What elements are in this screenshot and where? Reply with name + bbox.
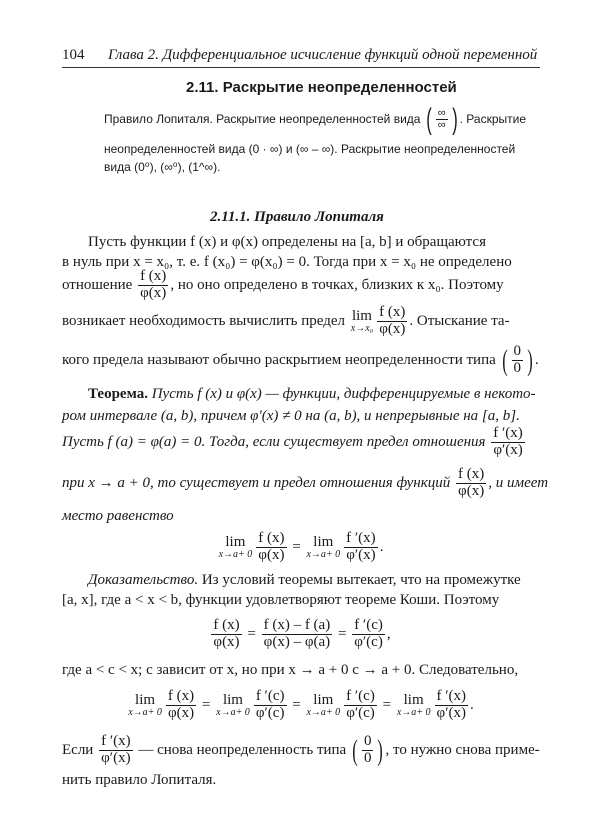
- frac-num: f (x): [258, 530, 285, 547]
- frac-num: f ′(c): [354, 617, 383, 634]
- proof-line-2: [a, x], где a < x < b, функции удовлетворяют теореме Коши. Поэтому: [62, 592, 500, 608]
- limit-a0: [397, 693, 431, 718]
- theorem-text-3: Пусть f (a) = φ(a) = 0. Тогда, если существует предел отношения: [62, 434, 486, 450]
- lim-sub: x→a+ 0: [396, 707, 431, 719]
- theorem-line-5: место равенство: [62, 508, 174, 524]
- equals-sign: =: [201, 697, 211, 713]
- lim-sub: x→a+ 0: [218, 549, 253, 561]
- frac-num: f (x): [140, 268, 167, 285]
- intro-line-2: неопределенностей вида (0 · ∞) и (∞ – ∞). Раскрытие неопределенностей: [104, 142, 516, 156]
- limit-x0: [351, 309, 373, 334]
- intro-text-a: Правило Лопиталя. Раскрытие неопределенностей вида: [104, 112, 421, 126]
- lim-sub: x→x₀: [350, 323, 374, 335]
- intro-text-b: . Раскрытие: [459, 112, 527, 126]
- frac-den: ∞: [437, 119, 446, 132]
- header-rule: [62, 67, 540, 68]
- theorem-label: Теорема.: [88, 386, 148, 402]
- period: .: [535, 352, 539, 368]
- p1-l5-text: кого предела называют обычно раскрытием неопределенности типа: [62, 352, 496, 368]
- frac-num: f ′(x): [436, 688, 467, 705]
- ratio-f-phi: [256, 531, 286, 564]
- paren-left: (: [426, 102, 432, 136]
- p1-line-2: в нуль при x = x₀, т. е. f (x₀) = φ(x₀) = 0. Тогда при x = x₀ не определено: [62, 254, 512, 270]
- paren-left: (: [352, 733, 358, 767]
- proof-line-3: где a < c < x; c зависит от x, но при x → a + 0 c → a + 0. Следовательно,: [62, 662, 519, 678]
- paren-left: (: [501, 343, 508, 377]
- period: .: [470, 697, 474, 713]
- lim-word: lim: [135, 692, 156, 709]
- frac-den: 0: [513, 360, 522, 377]
- proof-line-1: [88, 572, 521, 589]
- equals-sign: =: [382, 697, 392, 713]
- ratio-f-phi-3: [456, 467, 486, 500]
- frac-den: φ′(c): [255, 705, 285, 722]
- intro-line-1: [104, 104, 526, 135]
- p1-l3-text-b: , но оно определено в точках, близких к x₀. Поэтому: [170, 277, 504, 293]
- equals-sign: =: [247, 626, 256, 642]
- ratio-fp-phip: [491, 426, 525, 459]
- lim-word: lim: [351, 308, 372, 325]
- frac-num: f (x): [379, 304, 406, 321]
- paren-right: ): [451, 102, 458, 136]
- theorem-line-3: [62, 422, 527, 462]
- period: .: [379, 539, 384, 555]
- intro-fraction: [436, 108, 448, 132]
- p1-line-3: [62, 266, 504, 304]
- frac-num: 0: [513, 343, 522, 360]
- frac-den: φ(x): [258, 547, 285, 564]
- frac-num: ∞: [437, 106, 446, 119]
- frac-den: φ′(c): [346, 705, 375, 722]
- frac-num: f (x): [167, 688, 195, 705]
- subsection-title: 2.11.1. Правило Лопиталя: [210, 209, 384, 225]
- lim-word: lim: [403, 692, 424, 709]
- frac-num: f ′(x): [346, 530, 376, 547]
- frac-den: φ(x): [458, 483, 485, 500]
- theorem-line-4: [62, 463, 548, 503]
- lim-word: lim: [313, 534, 334, 551]
- limit-a0: [216, 693, 250, 718]
- frac-den: φ(x): [379, 321, 406, 338]
- intro-line-3: вида (0⁰), (∞⁰), (1^∞).: [104, 160, 221, 174]
- ratio-fp-phip: [99, 734, 133, 767]
- ratio-fp-phip: [435, 689, 469, 722]
- lim-word: lim: [222, 692, 243, 709]
- frac-den: φ(x): [213, 634, 240, 651]
- frac-den: φ(x): [167, 705, 195, 722]
- frac-den: φ(x) – φ(a): [263, 634, 331, 651]
- frac-num: f ′(x): [493, 425, 523, 442]
- lim-sub: x→a+ 0: [306, 707, 341, 719]
- limit-a0: [219, 535, 253, 560]
- theorem-text-4b: , и имеет: [488, 475, 549, 491]
- page-number: 104: [62, 47, 85, 63]
- frac-num: f ′(c): [346, 688, 375, 705]
- ratio-f-phi-2: [377, 305, 407, 338]
- comma: ,: [386, 626, 391, 642]
- limit-a0: [128, 693, 162, 718]
- limit-a0: [306, 693, 340, 718]
- frac-den: φ′(x): [346, 547, 376, 564]
- p1-l4-text-a: возникает необходимость вычислить предел: [62, 313, 346, 329]
- ratio-fp-phip-c: [352, 618, 385, 651]
- paren-right: ): [377, 733, 384, 767]
- frac-den: φ(x): [140, 285, 167, 302]
- running-title: Глава 2. Дифференциальное исчисление функций одной переменной: [108, 47, 538, 63]
- ratio-fp-phip-c: [254, 689, 287, 722]
- lim-sub: x→a+ 0: [128, 707, 162, 719]
- lim-word: lim: [225, 534, 246, 551]
- frac-den: φ′(x): [101, 750, 131, 767]
- final-line-1: [62, 728, 540, 772]
- theorem-line-2: ром интервале (a, b), причем φ′(x) ≠ 0 на (a, b), и непрерывные на [a, b].: [62, 408, 520, 424]
- proof-label: Доказательство.: [88, 572, 199, 588]
- frac-num: f ′(c): [255, 688, 285, 705]
- ratio-diff: [262, 618, 333, 651]
- theorem-text-4a: при x → a + 0, то существует и предел отношения функций: [62, 475, 451, 491]
- equals-sign: =: [337, 626, 347, 642]
- frac-den: φ′(x): [436, 705, 466, 722]
- ratio-fp-phip-c: [344, 689, 377, 722]
- equation-chain: [0, 683, 600, 727]
- ratio-f-phi: [211, 618, 241, 651]
- frac-den: 0: [363, 750, 372, 767]
- equation-cauchy: [0, 612, 600, 656]
- zero-over-zero: [362, 734, 374, 767]
- frac-num: f (x) – f (a): [263, 617, 331, 634]
- p1-l3-text-a: отношение: [62, 277, 133, 293]
- limit-a0: [306, 535, 340, 560]
- theorem-line-1: [88, 386, 536, 403]
- frac-num: f (x): [458, 466, 485, 483]
- equation-lhopital: [0, 525, 600, 569]
- paren-right: ): [527, 343, 533, 377]
- lim-sub: x→a+ 0: [306, 549, 341, 561]
- final-text-a: Если: [62, 742, 94, 758]
- ratio-fp-phip: [344, 531, 378, 564]
- theorem-text-1: Пусть f (x) и φ(x) — функции, дифференцируемые в некото-: [151, 386, 536, 402]
- p1-line-4: [62, 301, 510, 341]
- p1-l4-text-b: . Отыскание та-: [409, 313, 510, 329]
- proof-text-1: Из условий теоремы вытекает, что на промежутке: [201, 572, 521, 588]
- final-text-b: — снова неопределенность типа: [138, 742, 347, 758]
- final-line-2: нить правило Лопиталя.: [62, 772, 217, 788]
- frac-num: f ′(x): [101, 733, 131, 750]
- equals-sign: =: [292, 697, 301, 713]
- frac-num: 0: [363, 733, 372, 750]
- equals-sign: =: [292, 539, 301, 555]
- final-text-c: , то нужно снова приме-: [385, 742, 540, 758]
- zero-over-zero: [512, 344, 524, 377]
- section-title: 2.11. Раскрытие неопределенностей: [186, 79, 457, 96]
- frac-den: φ′(c): [354, 634, 383, 651]
- ratio-f-phi: [166, 689, 196, 722]
- ratio-f-phi: [138, 269, 168, 302]
- lim-word: lim: [313, 692, 334, 709]
- p1-line-1: Пусть функции f (x) и φ(x) определены на [a, b] и обращаются: [88, 234, 486, 250]
- p1-line-5: [62, 340, 539, 380]
- frac-den: φ′(x): [493, 442, 523, 459]
- frac-num: f (x): [213, 617, 240, 634]
- lim-sub: x→a+ 0: [216, 707, 250, 719]
